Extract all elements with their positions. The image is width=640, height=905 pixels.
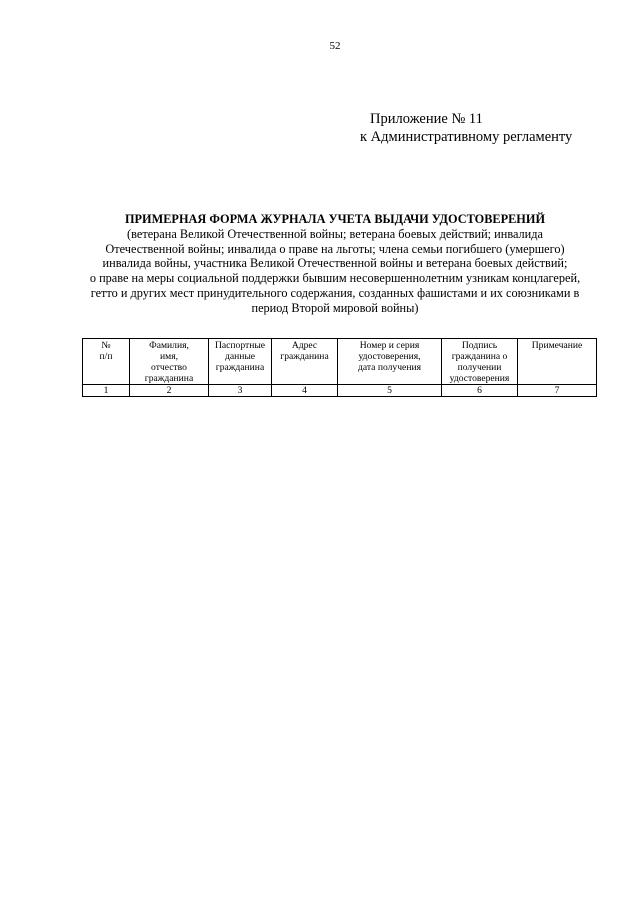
heading-line-3: инвалида войны, участника Великой Отечественной войны и ветерана боевых действий;	[102, 256, 568, 271]
heading-line-6: период Второй мировой войны)	[251, 300, 419, 315]
heading-line-2: Отечественной войны; инвалида о праве на льготы; члена семьи погибшего (умершего)	[105, 241, 565, 256]
appendix-label	[360, 110, 573, 146]
column-number-4: 4	[272, 385, 338, 397]
table-row	[83, 385, 597, 397]
column-header-number: № п/п	[83, 339, 130, 385]
column-number-1: 1	[83, 385, 130, 397]
column-number-7: 7	[518, 385, 597, 397]
column-header-full-name: Фамилия, имя, отчество гражданина	[130, 339, 209, 385]
document-heading	[70, 212, 600, 316]
page-number: 52	[329, 40, 341, 52]
column-header-note: Примечание	[518, 339, 597, 385]
heading-line-5: гетто и других мест принудительного содержания, созданных фашистами и их союзниками в	[90, 285, 580, 300]
column-header-passport: Паспортные данные гражданина	[209, 339, 272, 385]
appendix-reference: к Административному регламенту	[360, 129, 573, 145]
heading-line-1: (ветерана Великой Отечественной войны; ветерана боевых действий; инвалида	[127, 226, 543, 241]
column-number-3: 3	[209, 385, 272, 397]
table-header-row	[83, 339, 597, 385]
journal-table	[82, 338, 597, 397]
column-number-6: 6	[442, 385, 518, 397]
column-header-address: Адрес гражданина	[272, 339, 338, 385]
column-header-signature: Подпись гражданина о получении удостоверения	[442, 339, 518, 385]
column-header-certificate: Номер и серия удостоверения, дата получения	[338, 339, 442, 385]
heading-line-4: о праве на меры социальной поддержки бывшим несовершеннолетним узникам концлагерей,	[89, 271, 581, 286]
column-number-5: 5	[338, 385, 442, 397]
document-title: ПРИМЕРНАЯ ФОРМА ЖУРНАЛА УЧЕТА ВЫДАЧИ УДОСТОВЕРЕНИЙ	[124, 212, 546, 226]
column-number-2: 2	[130, 385, 209, 397]
appendix-number: Приложение № 11	[370, 111, 483, 127]
